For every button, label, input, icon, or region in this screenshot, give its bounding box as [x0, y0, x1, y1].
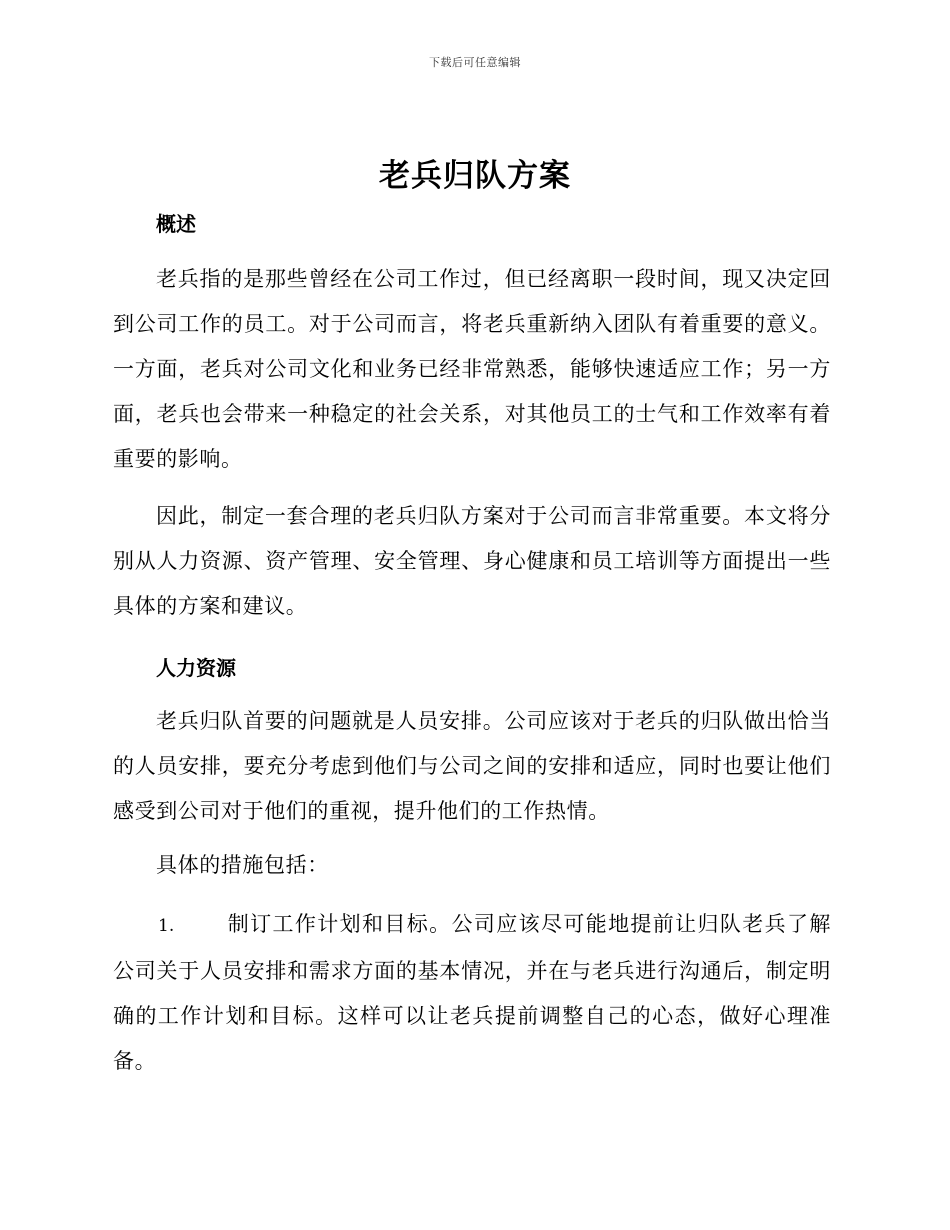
- list-item-text: 制订工作计划和目标。公司应该尽可能地提前让归队老兵了解公司关于人员安排和需求方面的基本情况，并在与老兵进行沟通后，制定明确的工作计划和目标。这样可以让老兵提前调整自己的心态，做好心理准备。: [113, 912, 831, 1073]
- human-resources-paragraph: 老兵归队首要的问题就是人员安排。公司应该对于老兵的归队做出恰当的人员安排，要充分考虑到他们与公司之间的安排和适应，同时也要让他们感受到公司对于他们的重视，提升他们的工作热情。: [113, 709, 831, 823]
- list-item: [113, 902, 831, 1084]
- document-title: 老兵归队方案: [379, 158, 571, 194]
- overview-paragraph: 老兵指的是那些曾经在公司工作过，但已经离职一段时间，现又决定回到公司工作的员工。对于公司而言，将老兵重新纳入团队有着重要的意义。一方面，老兵对公司文化和业务已经非常熟悉，能够快速适应工作；另一方面，老兵也会带来一种稳定的社会关系，对其他员工的士气和工作效率有着重要的影响。: [113, 267, 831, 471]
- section-heading-human-resources: 人力资源: [156, 656, 236, 680]
- overview-paragraph: 因此，制定一套合理的老兵归队方案对于公司而言非常重要。本文将分别从人力资源、资产管理、安全管理、身心健康和员工培训等方面提出一些具体的方案和建议。: [113, 504, 831, 618]
- list-item-number: 1.: [158, 916, 175, 936]
- section-heading-overview: 概述: [156, 212, 196, 236]
- measures-intro: 具体的措施包括：: [156, 853, 329, 877]
- page-header-note: 下载后可任意编辑: [429, 56, 521, 69]
